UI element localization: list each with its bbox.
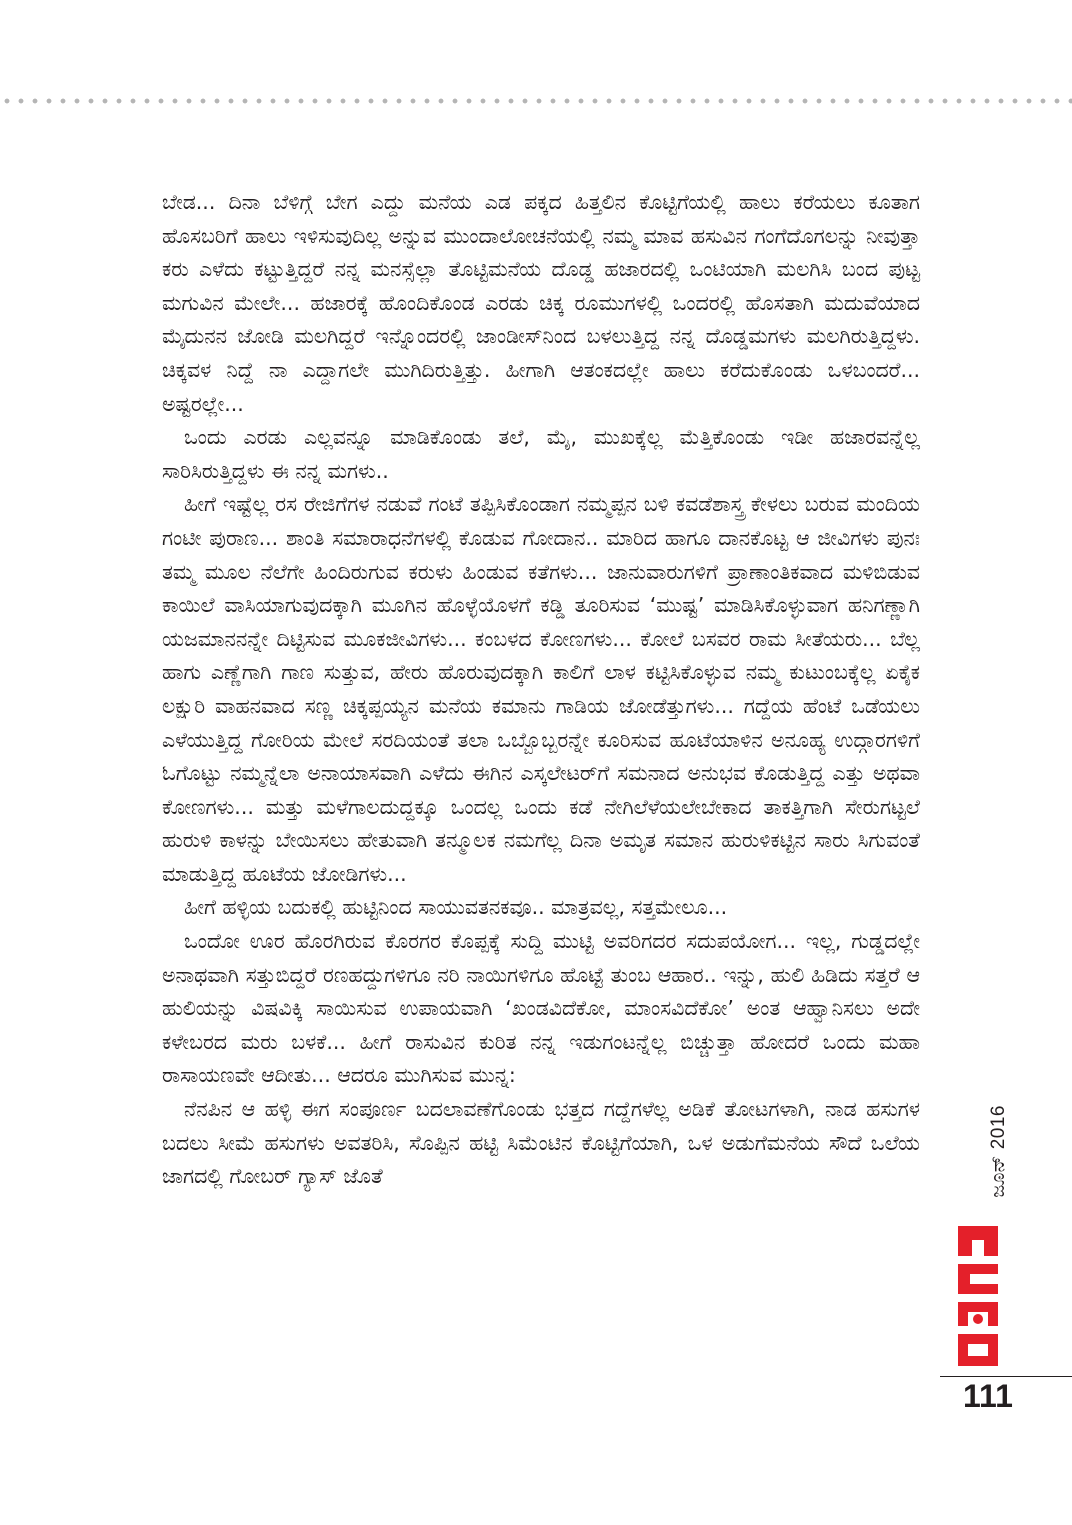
paragraph-4: ಹೀಗೆ ಹಳ್ಳಿಯ ಬದುಕಲ್ಲಿ ಹುಟ್ಟಿನಿಂದ ಸಾಯುವತನಕವೂ.. ಮಾತ್ರವಲ್ಲ, ಸತ್ತಮೇಲೂ... [184, 895, 728, 920]
paragraph-2: ಒಂದು ಎರಡು ಎಲ್ಲವನ್ನೂ ಮಾಡಿಕೊಂಡು ತಲೆ, ಮೈ, ಮುಖಕ್ಕೆಲ್ಲ ಮೆತ್ತಿಕೊಂಡು ಇಡೀ ಹಜಾರವನ್ನೆಲ್ಲ ಸಾರಿಸಿರುತ್ತಿದ್ದಳು ಈ ನನ್ನ ಮಗಳು.. [162, 425, 920, 483]
page-number: 111 [963, 1378, 1013, 1414]
magazine-logo [954, 1218, 1002, 1373]
dotted-header-rule [0, 98, 1072, 104]
paragraph-3: ಹೀಗೆ ಇಷ್ಟೆಲ್ಲ ರಸ ರೇಜಿಗೆಗಳ ನಡುವೆ ಗಂಟೆ ತಪ್ಪಿಸಿಕೊಂಡಾಗ ನಮ್ಮಪ್ಪನ ಬಳಿ ಕವಡೆಶಾಸ್ತ್ರ ಕೇಳಲು ಬರುವ ಮಂದಿಯ ಗಂಟೀ ಪುರಾಣ... ಶಾಂತಿ ಸಮಾರಾಧನೆಗಳಲ್ಲಿ ಕೊಡುವ ಗೋದಾನ.. ಮಾರಿದ ಹಾಗೂ ದಾನಕೊಟ್ಟ ಆ ಜೀವಿಗಳು ಪುನಃ ತಮ್ಮ ಮೂಲ ನೆಲೆಗೇ ಹಿಂದಿರುಗುವ ಕರುಳು ಹಿಂಡುವ ಕತೆಗಳು... ಜಾನುವಾರುಗಳಿಗೆ ಪ್ರಾಣಾಂತಿಕವಾದ ಮಳಿಬಿಡುವ ಕಾಯಿಲೆ ವಾಸಿಯಾಗುವುದಕ್ಕಾಗಿ ಮೂಗಿನ ಹೊಳ್ಳೆಯೊಳಗೆ ಕಡ್ಡಿ ತೂರಿಸುವ ‘ಮುಷ್ಟ’ ಮಾಡಿಸಿಕೊಳ್ಳುವಾಗ ಹನಿಗಣ್ಣಾಗಿ ಯಜಮಾನನನ್ನೇ ದಿಟ್ಟಿಸುವ ಮೂಕಜೀವಿಗಳು... ಕಂಬಳದ ಕೋಣಗಳು... ಕೋಲೆ ಬಸವರ ರಾಮ ಸೀತೆಯರು... ಬೆಲ್ಲ ಹಾಗು ಎಣ್ಣೆಗಾಗಿ ಗಾಣ ಸುತ್ತುವ, ಹೇರು ಹೊರುವುದಕ್ಕಾಗಿ ಕಾಲಿಗೆ ಲಾಳ ಕಟ್ಟಿಸಿಕೊಳ್ಳುವ ನಮ್ಮ ಕುಟುಂಬಕ್ಕೆಲ್ಲ ಏಕೈಕ ಲಕ್ಷುರಿ ವಾಹನವಾದ ಸಣ್ಣ ಚಿಕ್ಕಪ್ಪಯ್ಯನ ಮನೆಯ ಕಮಾನು ಗಾಡಿಯ ಜೋಡೆತ್ತುಗಳು... ಗದ್ದೆಯ ಹೆಂಟೆ ಒಡೆಯಲು ಎಳೆಯುತ್ತಿದ್ದ ಗೋರಿಯ ಮೇಲೆ ಸರದಿಯಂತೆ ತಲಾ ಒಬ್ಬೊಬ್ಬರನ್ನೇ ಕೂರಿಸುವ ಹೂಟೆಯಾಳಿನ ಅನೂಹ್ಯ ಉದ್ಗಾರಗಳಿಗೆ ಓಗೊಟ್ಟು ನಮ್ಮನ್ನೆಲಾ ಅನಾಯಾಸವಾಗಿ ಎಳೆದು ಈಗಿನ ಎಸ್ಕಲೇಟರ್‌ಗೆ ಸಮನಾದ ಅನುಭವ ಕೊಡುತ್ತಿದ್ದ ಎತ್ತು ಅಥವಾ ಕೋಣಗಳು... ಮತ್ತು ಮಳೆಗಾಲದುದ್ದಕ್ಕೂ ಒಂದಲ್ಲ ಒಂದು ಕಡೆ ನೇಗಿಲೆಳೆಯಲೇಬೇಕಾದ ತಾಕತ್ತಿಗಾಗಿ ಸೇರುಗಟ್ಟಲೆ ಹುರುಳಿ ಕಾಳನ್ನು ಬೇಯಿಸಲು ಹೇತುವಾಗಿ ತನ್ಮೂಲಕ ನಮಗೆಲ್ಲ ದಿನಾ ಅಮೃತ ಸಮಾನ ಹುರುಳಿಕಟ್ಟಿನ ಸಾರು ಸಿಗುವಂತೆ ಮಾಡುತ್ತಿದ್ದ ಹೂಟೆಯ ಜೋಡಿಗಳು... [162, 492, 920, 886]
paragraph-1: ಬೇಡ... ದಿನಾ ಬೆಳಿಗ್ಗೆ ಬೇಗ ಎದ್ದು ಮನೆಯ ಎಡ ಪಕ್ಕದ ಹಿತ್ತಲಿನ ಕೊಟ್ಟಿಗೆಯಲ್ಲಿ ಹಾಲು ಕರೆಯಲು ಕೂತಾಗ ಹೊಸಬರಿಗೆ ಹಾಲು ಇಳಿಸುವುದಿಲ್ಲ ಅನ್ನುವ ಮುಂದಾಲೋಚನೆಯಲ್ಲಿ ನಮ್ಮ ಮಾವ ಹಸುವಿನ ಗಂಗೆದೊಗಲನ್ನು ನೀವುತ್ತಾ ಕರು ಎಳೆದು ಕಟ್ಟುತ್ತಿದ್ದರೆ ನನ್ನ ಮನಸ್ಸೆಲ್ಲಾ ತೊಟ್ಟಿಮನೆಯ ದೊಡ್ಡ ಹಜಾರದಲ್ಲಿ ಒಂಟಿಯಾಗಿ ಮಲಗಿಸಿ ಬಂದ ಪುಟ್ಟ ಮಗುವಿನ ಮೇಲೇ... ಹಜಾರಕ್ಕೆ ಹೊಂದಿಕೊಂಡ ಎರಡು ಚಿಕ್ಕ ರೂಮುಗಳಲ್ಲಿ ಒಂದರಲ್ಲಿ ಹೊಸತಾಗಿ ಮದುವೆಯಾದ ಮೈದುನನ ಜೋಡಿ ಮಲಗಿದ್ದರೆ ಇನ್ನೊಂದರಲ್ಲಿ ಜಾಂಡೀಸ್‌ನಿಂದ ಬಳಲುತ್ತಿದ್ದ ನನ್ನ ದೊಡ್ಡಮಗಳು ಮಲಗಿರುತ್ತಿದ್ದಳು. ಚಿಕ್ಕವಳ ನಿದ್ದೆ ನಾ ಎದ್ದಾಗಲೇ ಮುಗಿದಿರುತ್ತಿತ್ತು. ಹೀಗಾಗಿ ಆತಂಕದಲ್ಲೇ ಹಾಲು ಕರೆದುಕೊಂಡು ಒಳಬಂದರೆ... ಅಷ್ಟರಲ್ಲೇ... [162, 190, 920, 416]
footer-rule [940, 1376, 1072, 1377]
issue-date: ಜೂನ್ 2016 [988, 1105, 1009, 1198]
paragraph-5: ಒಂದೋ ಊರ ಹೊರಗಿರುವ ಕೊರಗರ ಕೊಪ್ಪಕ್ಕೆ ಸುದ್ದಿ ಮುಟ್ಟಿ ಅವರಿಗದರ ಸದುಪಯೋಗ... ಇಲ್ಲ, ಗುಡ್ಡದಲ್ಲೇ ಅನಾಥವಾಗಿ ಸತ್ತುಬಿದ್ದರೆ ರಣಹದ್ದುಗಳಿಗೂ ನರಿ ನಾಯಿಗಳಿಗೂ ಹೊಟ್ಟೆ ತುಂಬ ಆಹಾರ.. ಇನ್ನು, ಹುಲಿ ಹಿಡಿದು ಸತ್ತರೆ ಆ ಹುಲಿಯನ್ನು ವಿಷವಿಕ್ಕಿ ಸಾಯಿಸುವ ಉಪಾಯವಾಗಿ ‘ಖಂಡವಿದೆಕೋ, ಮಾಂಸವಿದೆಕೋ’ ಅಂತ ಆಹ್ವಾನಿಸಲು ಅದೇ ಕಳೇಬರದ ಮರು ಬಳಕೆ... ಹೀಗೆ ರಾಸುವಿನ ಕುರಿತ ನನ್ನ ಇಡುಗಂಟನ್ನೆಲ್ಲ ಬಿಚ್ಚುತ್ತಾ ಹೋದರೆ ಒಂದು ಮಹಾ ರಾಸಾಯಣವೇ ಆದೀತು... ಆದರೂ ಮುಗಿಸುವ ಮುನ್ನ: [162, 929, 920, 1088]
paragraph-6: ನೆನಪಿನ ಆ ಹಳ್ಳಿ ಈಗ ಸಂಪೂರ್ಣ ಬದಲಾವಣೆಗೊಂಡು ಭತ್ತದ ಗದ್ದೆಗಳೆಲ್ಲ ಅಡಿಕೆ ತೋಟಗಳಾಗಿ, ನಾಡ ಹಸುಗಳ ಬದಲು ಸೀಮೆ ಹಸುಗಳು ಅವತರಿಸಿ, ಸೊಪ್ಪಿನ ಹಟ್ಟಿ ಸಿಮೆಂಟಿನ ಕೊಟ್ಟಿಗೆಯಾಗಿ, ಒಳ ಅಡುಗೆಮನೆಯ ಸೌದೆ ಒಲೆಯ ಜಾಗದಲ್ಲಿ ಗೋಬರ್ ಗ್ಯಾಸ್ ಜೊತೆ [162, 1097, 920, 1189]
article-body [162, 186, 920, 1194]
